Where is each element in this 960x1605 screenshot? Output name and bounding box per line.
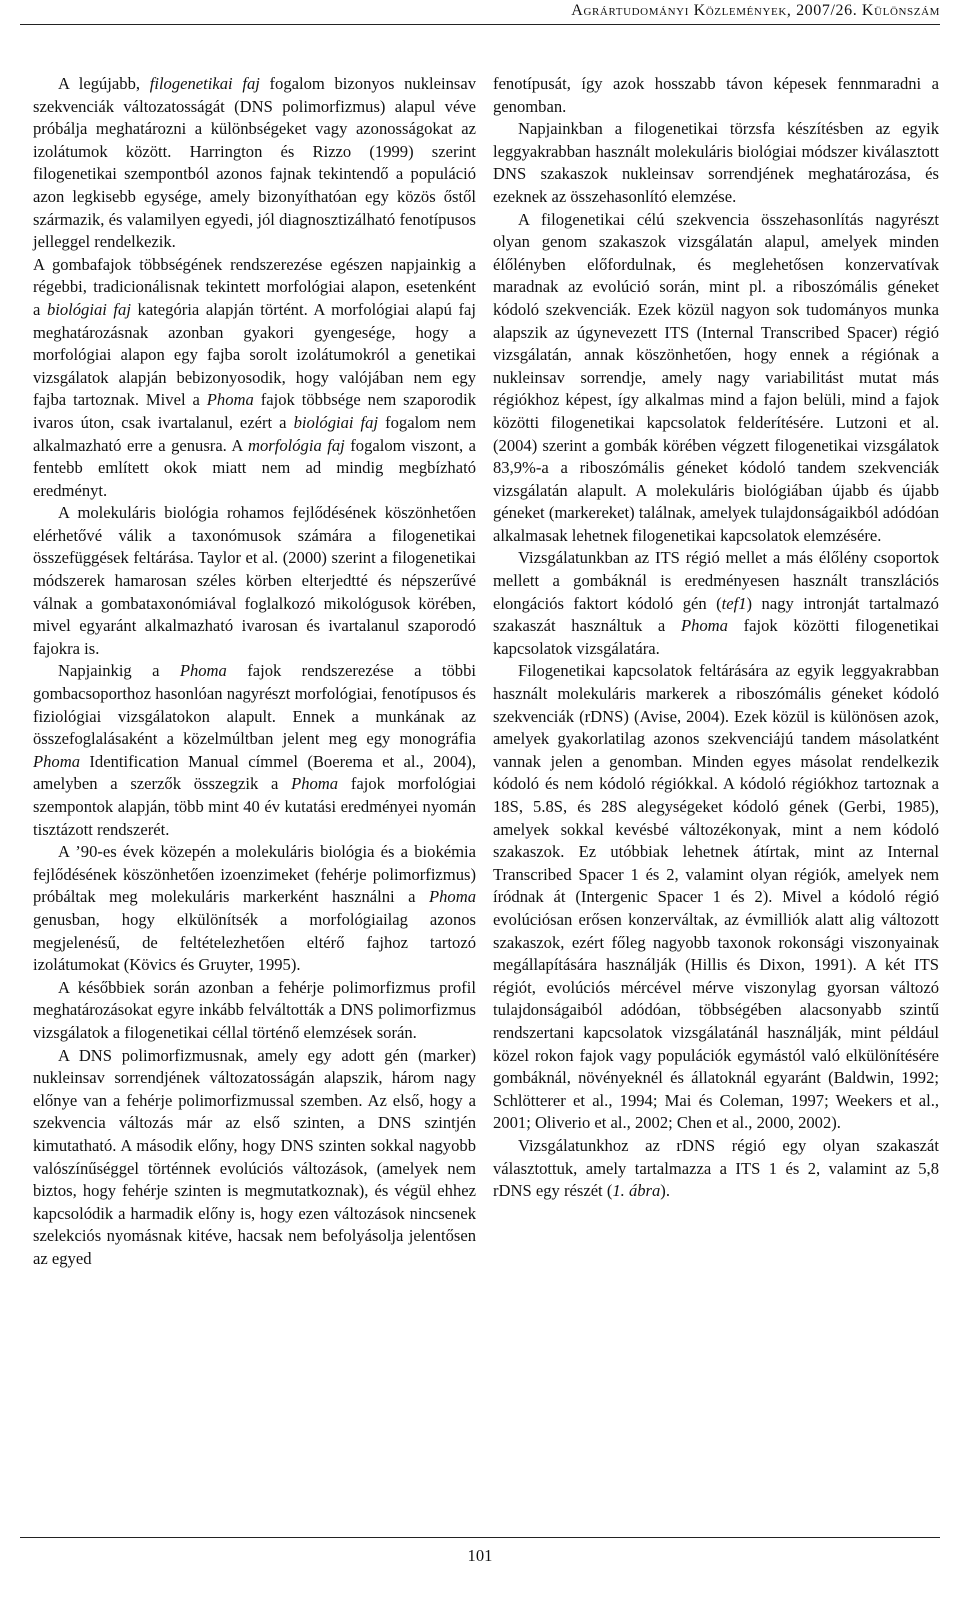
italic-text: filogenetikai faj <box>149 74 260 93</box>
paragraph <box>493 73 939 118</box>
left-column <box>33 73 476 1270</box>
page-number: 101 <box>467 1546 493 1565</box>
italic-text: Phoma <box>428 887 476 907</box>
italic-text: 1. ábra <box>612 1181 661 1201</box>
paragraph <box>33 841 476 977</box>
text-run: Vizsgálatunkhoz az rDNS régió egy olyan szakaszát választottuk, amely tartalmazza a ITS 1 és 2, valamint az 5,8 rDNS egy részét ( <box>493 1135 939 1201</box>
text-run: kategória alapján történt. A morfológiai alapú faj meghatározásnak azonban gyakori gyengesége, hogy a morfológiai alapon egy fajba sorolt izolátumokról a genetikai vizsgálatok alapján bebizonyosodik, hogy valójában nem egy fajba tartoznak. Mivel a <box>33 299 476 410</box>
right-column <box>493 73 939 1203</box>
text-run: A ’90-es évek közepén a molekuláris biológia és a biokémia fejlődésének köszönhetően izoenzimeket (fehérje polimorfizmus) próbáltak meg molekuláris markerként használni a <box>33 842 476 907</box>
text-run: Napjainkban a filogenetikai törzsfa készítésben az egyik leggyakrabban használt molekuláris biológiai módszer kiválasztott DNS szakaszok nukleinsav sorrendjének meghatározása, és ezeknek az összehasonlító elemzése. <box>493 119 939 206</box>
paragraph <box>493 118 939 208</box>
paragraph <box>33 254 476 503</box>
text-run: A molekuláris biológia rohamos fejlődésének köszönhetően elérhetővé válik a taxonómusok számára a filogenetikai összefüggések feltárása. Taylor et al. (2000) szerint a filogenetikai módszerek hamarosan széles körben elterjedtté és népszerűvé válnak a gombataxonómiával foglalkozó mikológusok körében, mivel egyaránt alkalmazható ivarosan és ivartalanul szaporodó fajokra is. <box>33 503 476 658</box>
text-run: A legújabb, <box>58 74 150 93</box>
italic-text: Phoma <box>33 751 81 771</box>
italic-text: Phoma <box>680 616 728 636</box>
text-run: fajok rendszerezése a többi gombacsoporthoz hasonlóan nagyrészt morfológiai, fenotípusos és fiziológiai vizsgálatokon alapult. Ennek a munkának az összefoglalásaként a közelmúltban jelent meg egy monográfia <box>33 661 476 749</box>
text-run: Vizsgálatunkban az ITS régió mellet a más élőlény csoportok mellett a gombáknál is eredményesen használt transzlációs elongációs faktort kódoló gén ( <box>493 548 939 613</box>
text-run: fenotípusát, így azok hosszabb távon képesek fennmaradni a genomban. <box>493 74 939 116</box>
text-run: fajok közötti filogenetikai kapcsolatok vizsgálatára. <box>493 616 939 658</box>
text-run: fogalom nem alkalmazható erre a genusra. A <box>33 412 476 455</box>
text-run: Napjainkig a <box>58 661 180 681</box>
text-run: A gombafajok többségének rendszerezése egészen napjainkig a régebbi, tradicionálisnak tekintett morfológiai alapon, esetenként a <box>33 254 476 319</box>
text-run: fogalom bizonyos nukleinsav szekvenciák változatosságát (DNS polimorfizmus) alapul véve próbálja meghatározni a különbségeket vagy azonosságokat az izolátumok között. Harrington és Rizzo (1999) szerint filogenetikai szempontból azonos fajnak tekintendő a populáció azon legkisebb egysége, amely bizonyíthatóan egy közös őstől származik, és valamilyen egyedi, jól diagnosztizálható fenotípusos jelleggel rendelkezik. <box>33 74 476 252</box>
paragraph <box>493 1135 939 1203</box>
paragraph <box>33 1045 476 1271</box>
paragraph <box>33 977 476 1045</box>
paragraph <box>493 660 939 1134</box>
italic-text: morfológia faj <box>247 435 345 455</box>
text-run: A DNS polimorfizmusnak, amely egy adott gén (marker) nukleinsav sorrendjének változatosságán alapszik, három nagy előnye van a fehérje polimorfizmussal szemben. Az első, hogy a szekvencia változás már az első szinten, a DNS szintjén kimutatható. A második előny, hogy DNS szinten sokkal nagyobb valószínűséggel történnek evolúciós változások, (amelyek nem biztos, hogy fehérje szinten is megmutatkoznak), és végül ehhez kapcsolódik a harmadik előny is, hogy ezen változások nincsenek szelekciós nyomásnak kitéve, hacsak nem befolyásolja jelentősen az egyed <box>33 1045 476 1268</box>
text-run: ) nagy intronját tartalmazó szakaszát használtuk a <box>493 593 939 636</box>
text-run: genusban, hogy elkülönítsék a morfológiailag azonos megjelenésű, de feltételezhetően eltérő fajhoz tartozó izolátumokat (Kövics és Gruyter, 1995). <box>33 909 476 975</box>
text-run: ). <box>660 1181 670 1201</box>
text-run: Identification Manual címmel (Boerema et al., 2004), amelyben a szerzők összegzik a <box>33 751 476 794</box>
paragraph <box>493 547 939 660</box>
text-run: Filogenetikai kapcsolatok feltárására az egyik leggyakrabban használt molekuláris markerek a riboszómális géneket kódoló szekvenciák (rDNS) (Avise, 2004). Ezek közül is különösen azok, amelyek gyakorlatilag azonos szekvenciájú tandem másolatként vannak jelen a genomban. Minden egyes másolat rendelkezik kódoló és nem kódoló régiókkal. A kódoló régiókhoz tartoznak a 18S, 5.8S, és 28S alegységeket kódoló gének (Gerbi, 1985), amelyek sokkal kevésbé változékonyak, mint a nem kódoló szakaszok. Ez utóbbiak lehetnek átírtak, mint az Internal Transcribed Spacer 1 és 2, valamint olyan régiók, amelyek nem íródnak át (Intergenic Spacer 1 és 2). Mivel a kódoló régió evolúciósan erősen konzerváltak, az évmilliók alatt alig változott szakaszok, ezért főleg nagyobb taxonok rokonsági viszonyainak megállapítására használják (Hillis és Dixon, 1991). A két ITS régiót, evolúciós mércével mérve viszonylag gyorsan változó tulajdonságaiból adódóan, többségében alacsonyabb szintű rendszertani kapcsolatok vizsgálatánál használják, mint például közel rokon fajok vagy populációk egymástól való elkülönítésére gombáknál, növényeknél és állatoknál egyaránt (Baldwin, 1992; Schlötterer et al., 1994; Mai és Coleman, 1997; Weekers et al., 2001; Oliverio et al., 2002; Chen et al., 2000, 2002). <box>493 661 939 1133</box>
paragraph <box>33 660 476 841</box>
running-head: Agrártudományi Közlemények, 2007/26. Különszám <box>571 2 940 19</box>
text-run: fajok morfológiai szempontok alapján, több mint 40 év kutatási eredményei nyomán tisztázott rendszerét. <box>33 774 476 839</box>
paragraph <box>493 209 939 548</box>
paragraph <box>33 73 476 254</box>
text-run: fogalom viszont, a fentebb említett okok miatt nem ad mindig megbízható eredményt. <box>33 435 476 500</box>
italic-text: biológiai faj <box>46 299 131 319</box>
text-run: A későbbiek során azonban a fehérje polimorfizmus profil meghatározásokat egyre inkább felváltották a DNS polimorfizmus vizsgálatok a filogenetikai céllal történő elemzések során. <box>33 977 476 1042</box>
header-rule <box>20 24 940 25</box>
italic-text: biológiai faj <box>293 412 379 432</box>
paragraph <box>33 502 476 660</box>
footer-rule <box>20 1537 940 1538</box>
text-run: A filogenetikai célú szekvencia összehasonlítás nagyrészt olyan genom szakaszok vizsgálatán alapul, amelyek minden élőlényben előfordulnak, és meglehetősen konzervatívak maradnak az evolúció során, mint pl. a riboszómális géneket kódoló szekvenciák. Ezek közül nagyon sok tudományos munka alapszik az úgynevezett ITS (Internal Transcribed Spacer) régió vizsgálatán, annak köszönhetően, hogy ennek a régiónak a nukleinsav sorrendje, amely nagy variabilitást mutat más régiókhoz képest, így alkalmas mind a fajon belüli, mind a fajok közötti filogenetikai kapcsolatok felderítésére. Lutzoni et al. (2004) szerint a gombák körében végzett filogenetikai vizsgálatok 83,9%-a a riboszómális géneket kódoló tandem szekvenciák vizsgálatán alapult. A molekuláris biológiában újabb és újabb géneket (markereket) találnak, amelyek tulajdonságaikból adódóan alkalmasak lehetnek filogenetikai kapcsolatok elemzésére. <box>493 209 939 545</box>
italic-text: Phoma <box>291 774 339 794</box>
text-run: fajok többsége nem szaporodik ivaros úton, csak ivartalanul, ezért a <box>33 390 476 432</box>
italic-text: Phoma <box>206 390 254 410</box>
italic-text: tef1 <box>721 593 747 613</box>
italic-text: Phoma <box>179 661 227 681</box>
